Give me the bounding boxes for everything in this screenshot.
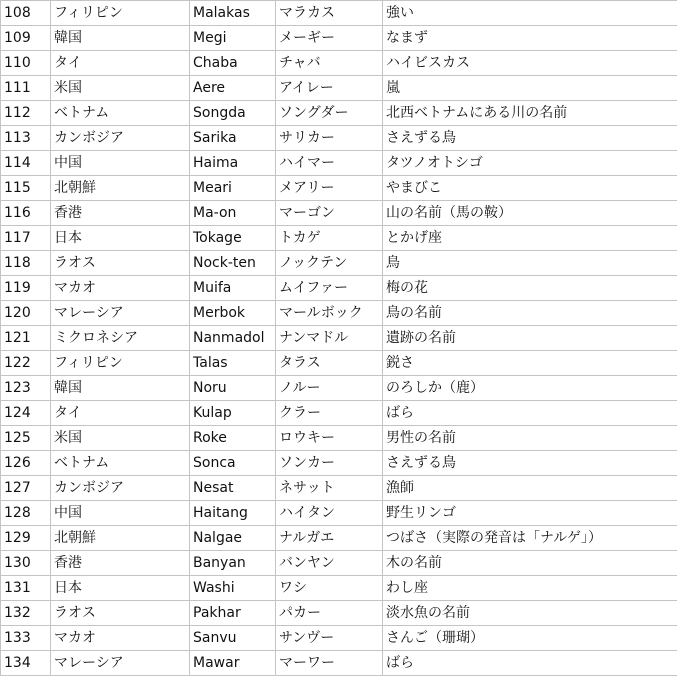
cell-country: 北朝鮮 (51, 176, 190, 201)
cell-meaning: やまびこ (383, 176, 677, 201)
cell-name: Tokage (190, 226, 276, 251)
cell-name: Talas (190, 351, 276, 376)
cell-katakana: アイレー (276, 76, 383, 101)
cell-number: 132 (1, 601, 51, 626)
cell-country: 北朝鮮 (51, 526, 190, 551)
cell-country: 韓国 (51, 376, 190, 401)
cell-country: 米国 (51, 426, 190, 451)
table-row (1, 226, 677, 251)
cell-number: 131 (1, 576, 51, 601)
cell-number: 130 (1, 551, 51, 576)
cell-number: 118 (1, 251, 51, 276)
table-row (1, 26, 677, 51)
cell-country: マカオ (51, 276, 190, 301)
cell-country: マレーシア (51, 651, 190, 676)
cell-katakana: ハイマー (276, 151, 383, 176)
cell-country: カンボジア (51, 476, 190, 501)
cell-number: 127 (1, 476, 51, 501)
cell-name: Malakas (190, 1, 276, 26)
cell-katakana: バンヤン (276, 551, 383, 576)
cell-name: Merbok (190, 301, 276, 326)
cell-katakana: ロウキー (276, 426, 383, 451)
cell-number: 120 (1, 301, 51, 326)
cell-country: タイ (51, 51, 190, 76)
cell-number: 133 (1, 626, 51, 651)
cell-country: ベトナム (51, 451, 190, 476)
cell-number: 116 (1, 201, 51, 226)
cell-country: 香港 (51, 201, 190, 226)
cell-meaning: さんご（珊瑚） (383, 626, 677, 651)
table-row (1, 326, 677, 351)
table-row (1, 301, 677, 326)
cell-country: ミクロネシア (51, 326, 190, 351)
cell-name: Haitang (190, 501, 276, 526)
cell-name: Haima (190, 151, 276, 176)
cell-katakana: ハイタン (276, 501, 383, 526)
cell-name: Chaba (190, 51, 276, 76)
cell-katakana: ソンカー (276, 451, 383, 476)
cell-name: Sanvu (190, 626, 276, 651)
cell-country: ラオス (51, 251, 190, 276)
cell-katakana: マールボック (276, 301, 383, 326)
cell-number: 129 (1, 526, 51, 551)
cell-meaning: のろしか（鹿） (383, 376, 677, 401)
cell-name: Pakhar (190, 601, 276, 626)
cell-katakana: メアリー (276, 176, 383, 201)
table-body (1, 1, 677, 676)
cell-katakana: タラス (276, 351, 383, 376)
cell-country: 米国 (51, 76, 190, 101)
cell-number: 109 (1, 26, 51, 51)
table-row (1, 276, 677, 301)
cell-meaning: ばら (383, 651, 677, 676)
cell-number: 134 (1, 651, 51, 676)
cell-meaning: つばさ（実際の発音は「ナルゲ」） (383, 526, 677, 551)
cell-number: 123 (1, 376, 51, 401)
cell-name: Muifa (190, 276, 276, 301)
cell-number: 128 (1, 501, 51, 526)
table-row (1, 451, 677, 476)
cell-meaning: 男性の名前 (383, 426, 677, 451)
table-row (1, 526, 677, 551)
table-row (1, 551, 677, 576)
table-row (1, 576, 677, 601)
cell-number: 110 (1, 51, 51, 76)
cell-meaning: 鳥の名前 (383, 301, 677, 326)
table-row (1, 76, 677, 101)
cell-katakana: サリカー (276, 126, 383, 151)
cell-meaning: 遺跡の名前 (383, 326, 677, 351)
table-row (1, 176, 677, 201)
cell-number: 114 (1, 151, 51, 176)
cell-katakana: ソングダー (276, 101, 383, 126)
cell-katakana: トカゲ (276, 226, 383, 251)
cell-katakana: マーゴン (276, 201, 383, 226)
table-row (1, 501, 677, 526)
cell-number: 115 (1, 176, 51, 201)
cell-number: 125 (1, 426, 51, 451)
cell-number: 113 (1, 126, 51, 151)
cell-country: カンボジア (51, 126, 190, 151)
cell-katakana: ワシ (276, 576, 383, 601)
cell-katakana: マーワー (276, 651, 383, 676)
table-row (1, 426, 677, 451)
cell-katakana: マラカス (276, 1, 383, 26)
table-row (1, 476, 677, 501)
cell-katakana: ノルー (276, 376, 383, 401)
cell-meaning: 鋭さ (383, 351, 677, 376)
cell-country: フィリピン (51, 1, 190, 26)
cell-katakana: ネサット (276, 476, 383, 501)
cell-name: Nock-ten (190, 251, 276, 276)
cell-meaning: 漁師 (383, 476, 677, 501)
cell-name: Sarika (190, 126, 276, 151)
cell-country: ベトナム (51, 101, 190, 126)
cell-name: Kulap (190, 401, 276, 426)
cell-number: 122 (1, 351, 51, 376)
cell-name: Mawar (190, 651, 276, 676)
cell-meaning: 野生リンゴ (383, 501, 677, 526)
table-row (1, 626, 677, 651)
cell-number: 111 (1, 76, 51, 101)
cell-name: Noru (190, 376, 276, 401)
cell-meaning: 嵐 (383, 76, 677, 101)
cell-katakana: ナンマドル (276, 326, 383, 351)
cell-katakana: ノックテン (276, 251, 383, 276)
cell-meaning: 強い (383, 1, 677, 26)
cell-country: 日本 (51, 226, 190, 251)
table-row (1, 126, 677, 151)
cell-name: Nalgae (190, 526, 276, 551)
table-row (1, 251, 677, 276)
cell-country: 日本 (51, 576, 190, 601)
cell-meaning: なまず (383, 26, 677, 51)
cell-katakana: サンヴー (276, 626, 383, 651)
cell-number: 112 (1, 101, 51, 126)
cell-country: 香港 (51, 551, 190, 576)
table-row (1, 51, 677, 76)
cell-name: Sonca (190, 451, 276, 476)
cell-meaning: 山の名前（馬の鞍） (383, 201, 677, 226)
cell-meaning: とかげ座 (383, 226, 677, 251)
cell-country: マカオ (51, 626, 190, 651)
cell-meaning: タツノオトシゴ (383, 151, 677, 176)
cell-meaning: ばら (383, 401, 677, 426)
table-row (1, 1, 677, 26)
cell-name: Aere (190, 76, 276, 101)
table-row (1, 601, 677, 626)
cell-name: Megi (190, 26, 276, 51)
cell-country: マレーシア (51, 301, 190, 326)
cell-country: 中国 (51, 501, 190, 526)
table-row (1, 151, 677, 176)
cell-name: Banyan (190, 551, 276, 576)
cell-meaning: 梅の花 (383, 276, 677, 301)
table-row (1, 201, 677, 226)
cell-country: タイ (51, 401, 190, 426)
cell-number: 124 (1, 401, 51, 426)
cell-meaning: 鳥 (383, 251, 677, 276)
cell-country: ラオス (51, 601, 190, 626)
cell-number: 121 (1, 326, 51, 351)
cell-katakana: パカー (276, 601, 383, 626)
cell-katakana: ムイファー (276, 276, 383, 301)
cell-meaning: わし座 (383, 576, 677, 601)
cell-country: 中国 (51, 151, 190, 176)
table-row (1, 101, 677, 126)
cell-name: Songda (190, 101, 276, 126)
table-row (1, 376, 677, 401)
cell-katakana: メーギー (276, 26, 383, 51)
cell-number: 108 (1, 1, 51, 26)
table-row (1, 401, 677, 426)
cell-katakana: チャバ (276, 51, 383, 76)
cell-name: Meari (190, 176, 276, 201)
cell-name: Nanmadol (190, 326, 276, 351)
cell-number: 117 (1, 226, 51, 251)
cell-meaning: 北西ベトナムにある川の名前 (383, 101, 677, 126)
cell-country: 韓国 (51, 26, 190, 51)
cell-meaning: さえずる鳥 (383, 126, 677, 151)
table-row (1, 351, 677, 376)
cell-name: Nesat (190, 476, 276, 501)
cell-katakana: クラー (276, 401, 383, 426)
cell-name: Ma-on (190, 201, 276, 226)
cell-meaning: 淡水魚の名前 (383, 601, 677, 626)
cell-meaning: さえずる鳥 (383, 451, 677, 476)
cell-name: Washi (190, 576, 276, 601)
cell-number: 119 (1, 276, 51, 301)
cell-name: Roke (190, 426, 276, 451)
cell-country: フィリピン (51, 351, 190, 376)
cell-katakana: ナルガエ (276, 526, 383, 551)
cell-meaning: 木の名前 (383, 551, 677, 576)
cell-meaning: ハイビスカス (383, 51, 677, 76)
cell-number: 126 (1, 451, 51, 476)
